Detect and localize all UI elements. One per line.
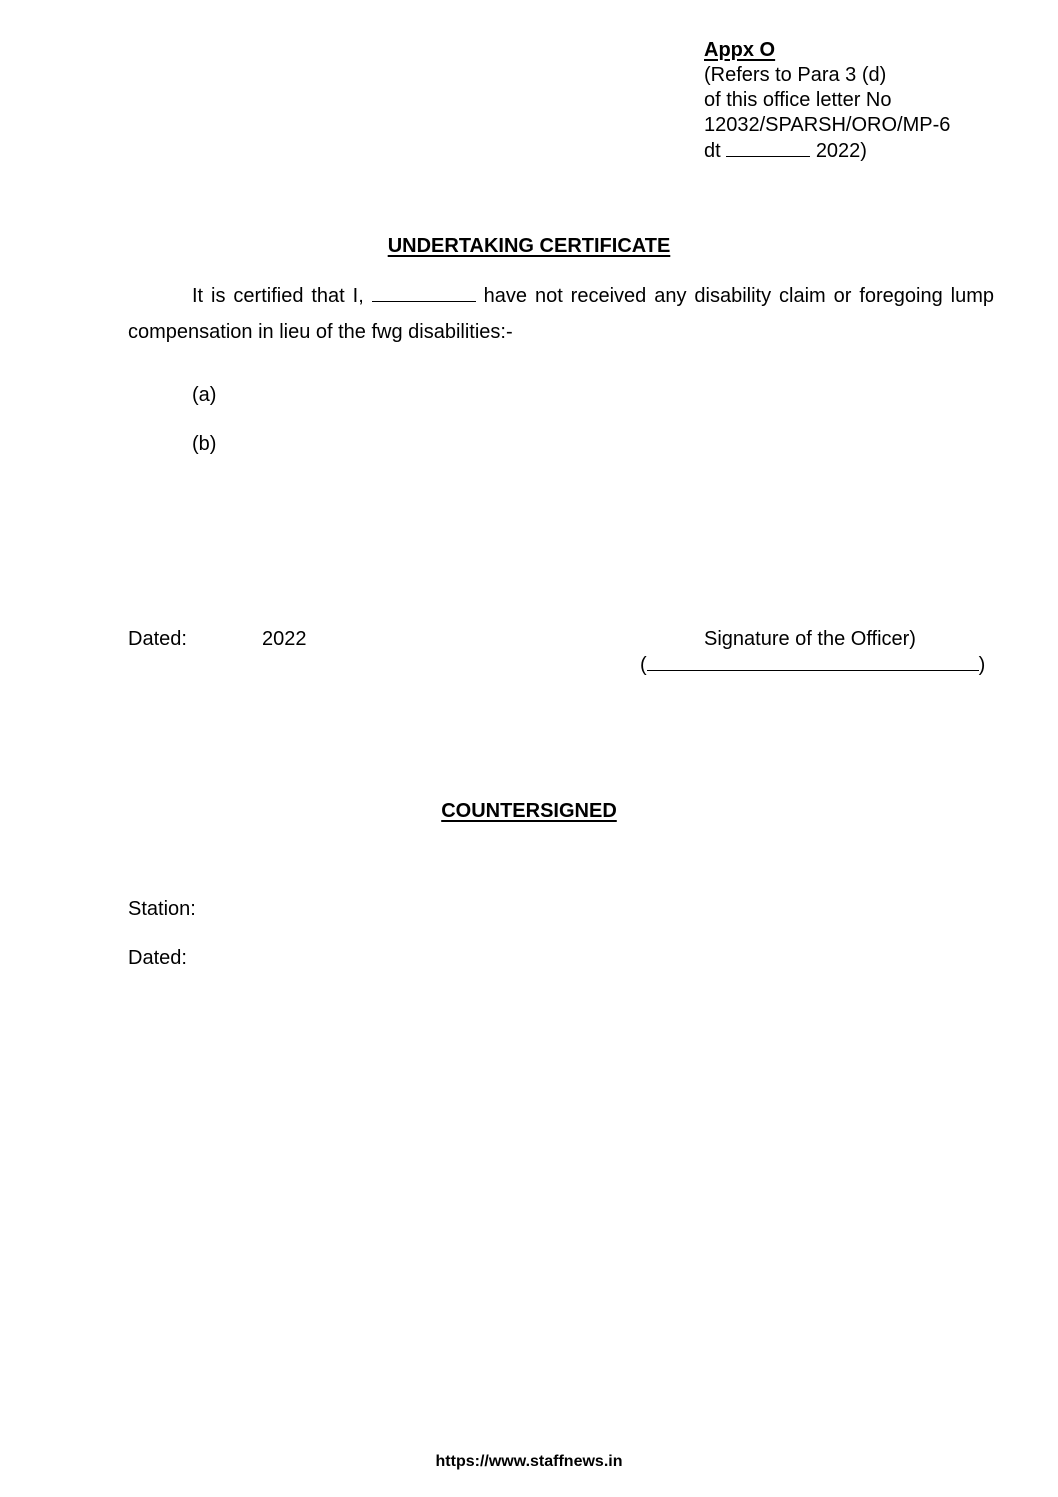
item-b: (b) — [192, 433, 217, 455]
appendix-dt-prefix: dt — [704, 140, 721, 162]
appendix-date-line — [704, 138, 867, 163]
appendix-date-blank — [726, 138, 810, 157]
item-a: (a) — [192, 384, 217, 406]
dated-label: Dated: — [128, 628, 187, 650]
station-label: Station: — [128, 898, 196, 920]
countersigned-heading: COUNTERSIGNED — [441, 800, 617, 822]
signature-open-paren: ( — [640, 654, 647, 676]
name-blank — [372, 283, 476, 302]
appendix-ref-line-2: of this office letter No — [704, 89, 892, 111]
signature-name-line — [640, 652, 985, 677]
certificate-text-part1: It is certified that I, — [192, 285, 364, 307]
signature-label: Signature of the Officer) — [704, 628, 916, 650]
certificate-heading: UNDERTAKING CERTIFICATE — [387, 235, 671, 257]
appendix-ref-line-3: 12032/SPARSH/ORO/MP-6 — [704, 114, 951, 136]
appendix-ref-line-1: (Refers to Para 3 (d) — [704, 64, 887, 86]
signature-blank — [647, 652, 979, 671]
certificate-paragraph — [128, 278, 994, 350]
dated-year: 2022 — [262, 628, 307, 650]
certificate-text-part2: have not received any disability claim or foregoing lump compensation in lieu of the fwg disabilities:- — [128, 285, 994, 343]
appendix-dt-suffix: 2022) — [815, 140, 867, 162]
dated2-label: Dated: — [128, 947, 187, 969]
footer-url: https://www.staffnews.in — [435, 1453, 623, 1470]
appendix-title: Appx O — [704, 39, 776, 61]
signature-close-paren: ) — [978, 654, 986, 676]
